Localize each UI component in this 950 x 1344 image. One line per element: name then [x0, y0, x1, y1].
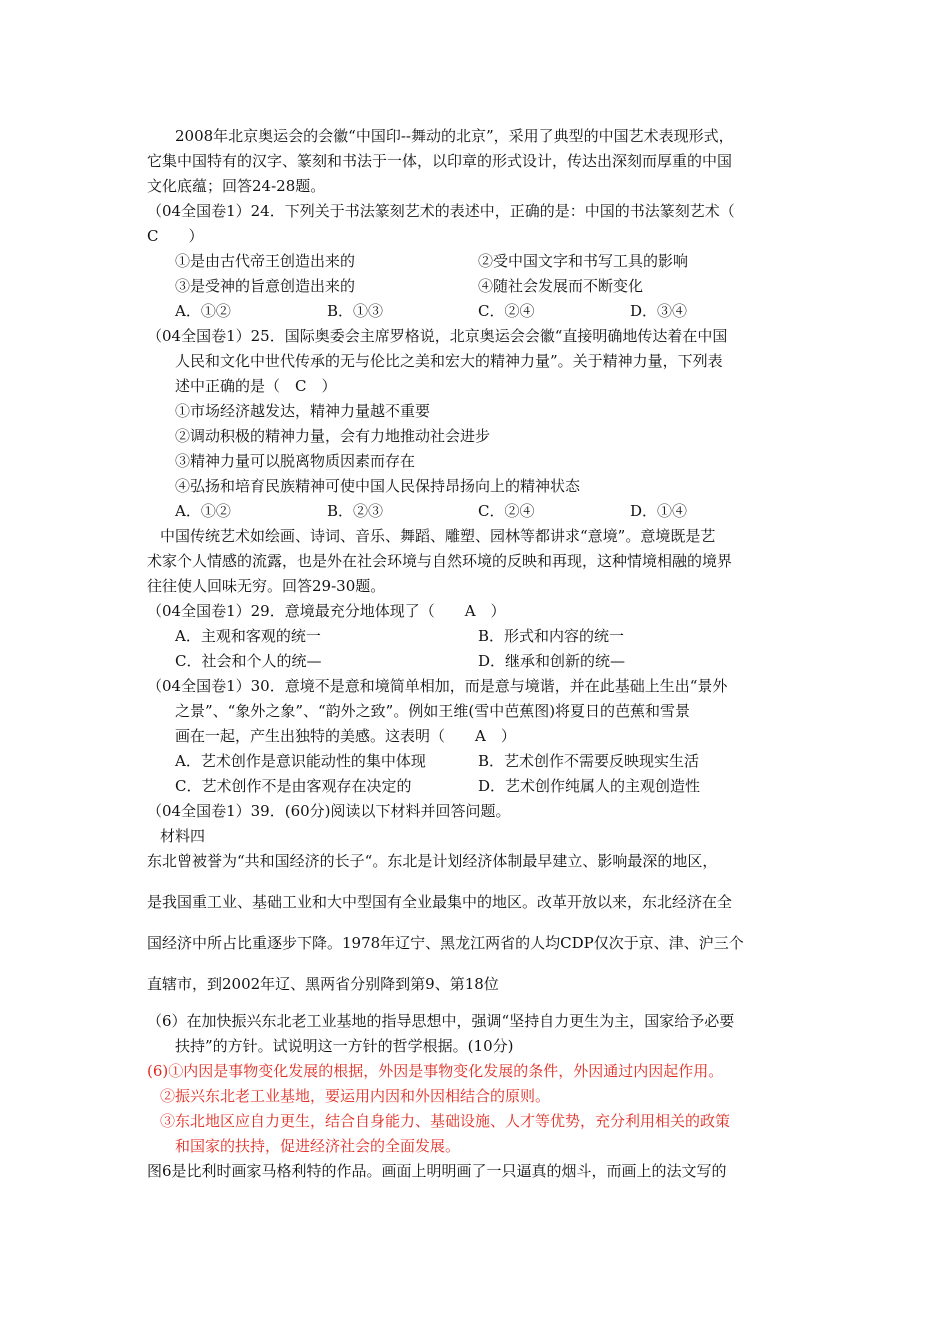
q30-option-d: D．艺术创作纯属人的主观创造性 [478, 777, 701, 795]
q29-option-c: C．社会和个人的统— [175, 652, 322, 670]
q39-material-title: 材料四 [160, 827, 206, 845]
q30-stem-line-3: 画在一起，产生出独特的美感。这表明（ A ） [175, 727, 516, 745]
q30-option-b: B．艺术创作不需要反映现实生活 [478, 752, 700, 770]
q24-item-1: ①是由古代帝王创造出来的 [175, 252, 356, 270]
q24-stem: （04全国卷1）24．下列关于书法篆刻艺术的表述中，正确的是：中国的书法篆刻艺术（ [147, 202, 735, 220]
q30-option-a: A．艺术创作是意识能动性的集中体现 [175, 752, 426, 770]
q25-option-a: A．①② [175, 502, 231, 520]
q24-answer: C ） [147, 227, 204, 245]
q25-stem-line-1: （04全国卷1）25．国际奥委会主席罗格说，北京奥运会会徽“直接明确地传达着在中国 [147, 327, 728, 345]
q39-answer-line-1: (6)①内因是事物变化发展的根据，外因是事物变化发展的条件，外因通过内因起作用。 [147, 1062, 724, 1080]
q29-stem: （04全国卷1）29．意境最充分地体现了（ A ） [147, 602, 506, 620]
q24-item-4: ④随社会发展而不断变化 [478, 277, 644, 295]
q25-item-3: ③精神力量可以脱离物质因素而存在 [175, 452, 416, 470]
q24-item-2: ②受中国文字和书写工具的影响 [478, 252, 689, 270]
q25-option-d: D．①④ [630, 502, 688, 520]
intro2-line-1: 中国传统艺术如绘画、诗词、音乐、舞蹈、雕塑、园林等都讲求“意境”。意境既是艺 [160, 527, 716, 545]
q30-stem-line-1: （04全国卷1）30．意境不是意和境简单相加，而是意与境谐，并在此基础上生出“景外 [147, 677, 728, 695]
q39-material-line-3: 国经济中所占比重逐步下降。1978年辽宁、黑龙江两省的人均CDP仅次于京、津、沪三个 [147, 934, 744, 952]
q39-answer-line-4: 和国家的扶持，促进经济社会的全面发展。 [175, 1137, 461, 1155]
q39-sub6-line-2: 扶持”的方针。试说明这一方针的哲学根据。(10分) [175, 1037, 514, 1055]
intro1-line-2: 它集中国特有的汉字、篆刻和书法于一体，以印章的形式设计，传达出深刻而厚重的中国 [147, 152, 733, 170]
q25-item-2: ②调动积极的精神力量，会有力地推动社会进步 [175, 427, 491, 445]
q39-answer-line-2: ②振兴东北老工业基地，要运用内因和外因相结合的原则。 [160, 1087, 551, 1105]
intro1-line-1: 2008年北京奥运会的会徽“中国印--舞动的北京”，采用了典型的中国艺术表现形式， [175, 127, 734, 145]
q29-option-a: A．主观和客观的统一 [175, 627, 321, 645]
intro1-line-3: 文化底蕴；回答24-28题。 [147, 177, 326, 195]
q25-item-1: ①市场经济越发达，精神力量越不重要 [175, 402, 431, 420]
q24-option-d: D．③④ [630, 302, 688, 320]
q39-material-line-2: 是我国重工业、基础工业和大中型国有全业最集中的地区。改革开放以来，东北经济在全 [147, 893, 733, 911]
q25-item-4: ④弘扬和培育民族精神可使中国人民保持昂扬向上的精神状态 [175, 477, 581, 495]
q39-stem: （04全国卷1）39．(60分)阅读以下材料并回答问题。 [147, 802, 511, 820]
q29-option-d: D．继承和创新的统— [478, 652, 626, 670]
intro2-line-3: 往往使人回味无穷。回答29-30题。 [147, 577, 386, 595]
q24-item-3: ③是受神的旨意创造出来的 [175, 277, 356, 295]
q39-answer-line-3: ③东北地区应自力更生，结合自身能力、基础设施、人才等优势，充分利用相关的政策 [160, 1112, 731, 1130]
q25-stem-line-2: 人民和文化中世代传承的无与伦比之美和宏大的精神力量”。关于精神力量，下列表 [175, 352, 723, 370]
q39-material-line-4: 直辖市，到2002年辽、黑两省分别降到第9、第18位 [147, 975, 499, 993]
q25-option-c: C．②④ [478, 502, 535, 520]
q39-sub6-line-1: （6）在加快振兴东北老工业基地的指导思想中，强调“坚持自力更生为主，国家给予必要 [147, 1012, 735, 1030]
q25-stem-line-3: 述中正确的是（ C ） [175, 377, 337, 395]
q30-option-c: C．艺术创作不是由客观存在决定的 [175, 777, 412, 795]
tail-paragraph: 图6是比利时画家马格利特的作品。画面上明明画了一只逼真的烟斗，而画上的法文写的 [147, 1162, 727, 1180]
q24-option-c: C．②④ [478, 302, 535, 320]
q24-option-a: A．①② [175, 302, 231, 320]
q25-option-b: B．②③ [327, 502, 384, 520]
q29-option-b: B．形式和内容的统一 [478, 627, 625, 645]
q24-option-b: B．①③ [327, 302, 384, 320]
q30-stem-line-2: 之景”、“象外之象”、“韵外之致”。例如王维(雪中芭蕉图)将夏日的芭蕉和雪景 [175, 702, 691, 720]
intro2-line-2: 术家个人情感的流露，也是外在社会环境与自然环境的反映和再现，这种情境相融的境界 [147, 552, 733, 570]
q39-material-line-1: 东北曾被誉为“共和国经济的长子“。东北是计划经济体制最早建立、影响最深的地区， [147, 852, 718, 870]
